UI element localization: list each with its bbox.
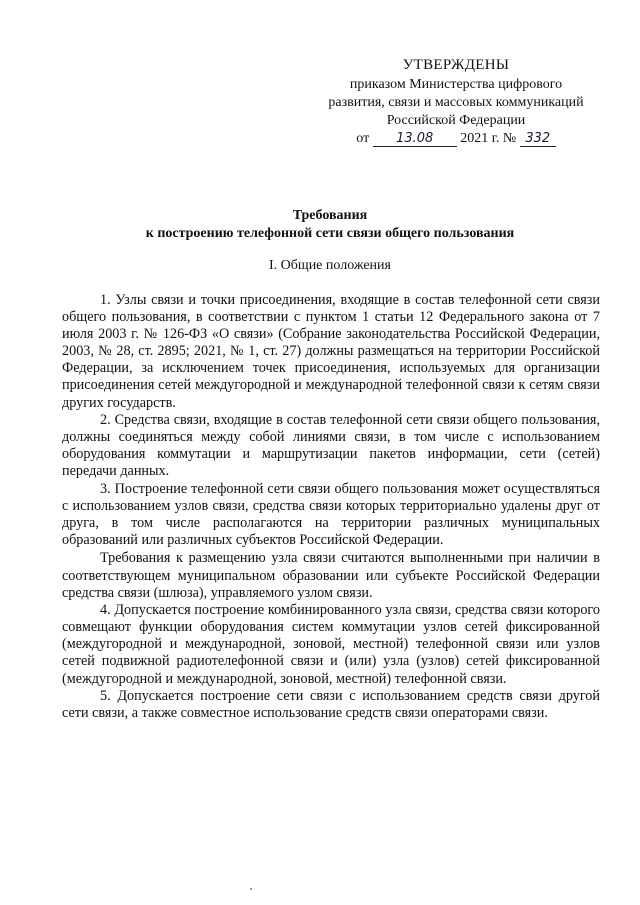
document-title (60, 207, 600, 243)
approval-line-1: приказом Министерства цифрового (349, 77, 563, 92)
approval-heading: УТВЕРЖДЕНЫ (402, 57, 510, 73)
title-line-1: Требования (292, 208, 368, 223)
date-prefix: от (356, 131, 370, 146)
paragraph-3-continuation: Требования к размещению узла связи считаются выполненными при наличии в соответствующем муниципальном образовании или субъекте Российской Федерации средства связи (шлюза), управляемого узлом связи. (62, 550, 600, 601)
paragraph-5: 5. Допускается построение сети связи с использованием средств связи другой сети связи, а также совместное использование средств связи операторами связи. (62, 688, 600, 722)
approval-block (300, 56, 612, 148)
paragraph-1: 1. Узлы связи и точки присоединения, входящие в состав телефонной сети связи общего пользования, в соответствии с пунктом 1 статьи 12 Федерального закона от 7 июля 2003 г. № 126-ФЗ «О связи» (Собрание законодательства Российской Федерации, 2003, № 28, ст. 2895; 2021, № 1, ст. 27) должны размещаться на территории Российской Федерации, за исключением точек присоединения, используемых для организации присоединения сетей междугородной и международной телефонной связи к сетям связи других государств. (62, 292, 600, 411)
handwritten-date: 13.08 (373, 132, 457, 147)
paragraph-4: 4. Допускается построение комбинированного узла связи, средства связи которого совмещают функции оборудования систем коммутации узлов сетей фиксированной (междугородной и международной, зоновой, местной) телефонной связи или узлов сетей подвижной радиотелефонной связи и (или) узла (узлов) сетей фиксированной (междугородной и международной, зоновой, местной) телефонной связи. (62, 602, 600, 687)
approval-line-2: развития, связи и массовых коммуникаций (328, 95, 584, 110)
approval-date-line (300, 130, 612, 148)
year-number-label: 2021 г. № (460, 131, 517, 146)
approval-line-3: Российской Федерации (386, 113, 526, 128)
paragraph-3: 3. Построение телефонной сети связи общего пользования может осуществляться с использованием узлов связи, средства связи которых территориально удалены друг от друга, в том числе располагаются на территории различных муниципальных образований или различных субъектов Российской Федерации. (62, 481, 600, 549)
paragraph-2: 2. Средства связи, входящие в состав телефонной сети связи общего пользования, должны соединяться между собой линиями связи, в том числе с использованием оборудования коммутации и маршрутизации пакетов информации, сети (сетей) передачи данных. (62, 412, 600, 480)
document-body (62, 292, 600, 722)
section-heading: I. Общие положения (269, 258, 391, 273)
handwritten-order-number: 332 (520, 132, 556, 147)
title-line-2: к построению телефонной сети связи общего пользования (145, 226, 515, 241)
scan-speck (250, 888, 252, 890)
